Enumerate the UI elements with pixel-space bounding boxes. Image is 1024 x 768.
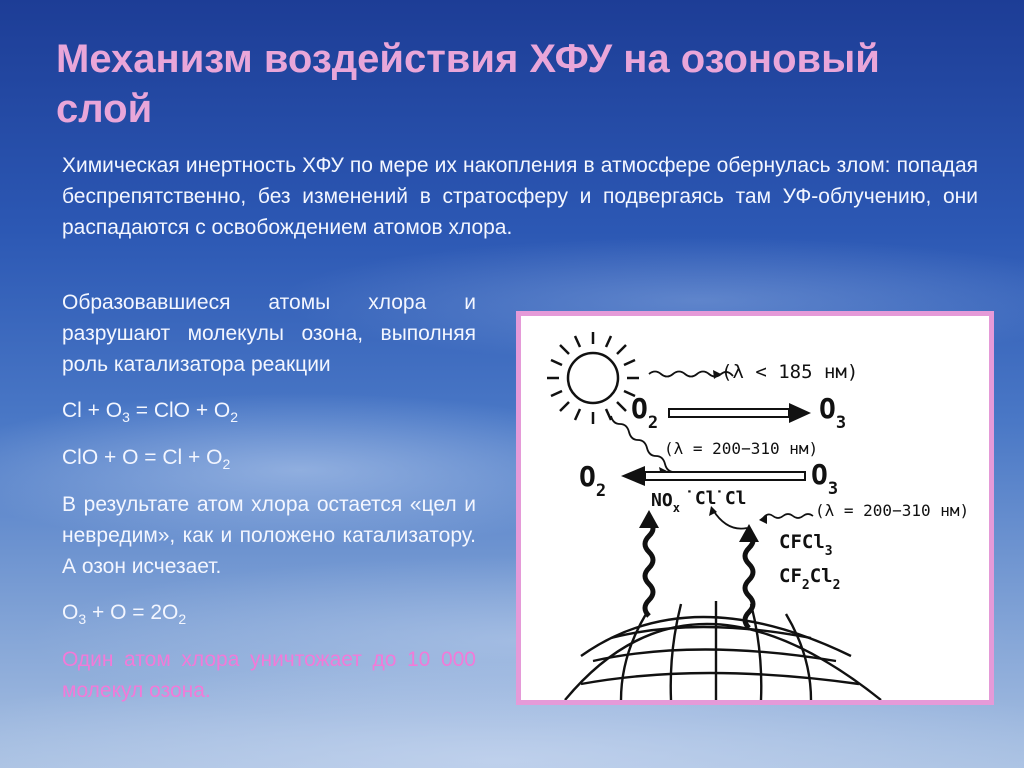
- catalyst-paragraph: Образовавшиеся атомы хлора и разрушают молекулы озона, выполняя роль катализатора реакции: [62, 291, 476, 376]
- arrow-o3-to-o2: [621, 466, 805, 486]
- reaction-2: ClO + $O = Cl + O_2$: [62, 446, 231, 473]
- ozone-diagram-figure: [516, 311, 994, 705]
- o3-top-label: $O_3$: [819, 392, 847, 433]
- earth-globe-icon: [565, 601, 881, 700]
- intro-paragraph: Химическая инертность ХФУ по мере их накопления в атмосфере обернулась злом: попадая беспрепятственно, без изменений в стратосферу и подвергаясь там УФ-облучению, они распадаются с освобождением атомов хлора.: [62, 154, 978, 239]
- chlorine-atom-label-2: ˙Cl: [714, 488, 747, 509]
- wavelength-low-label: (λ = 200−310 нм): [815, 501, 970, 520]
- chlorine-atom-label-1: ˙Cl: [684, 488, 717, 509]
- reaction-1: $Cl + O_3$ = ClO + $O_2$: [62, 399, 239, 426]
- wavelength-mid-label: (λ = 200−310 нм): [664, 439, 819, 458]
- left-column: [62, 287, 476, 721]
- ozone-diagram: [521, 316, 989, 700]
- result-paragraph: В результате атом хлора остается «цел и невредим», как и положено катализатору. А озон исчезает.: [62, 493, 476, 578]
- reaction-3: $O_3 + O = 2O_2$: [62, 601, 187, 628]
- o2-left-label: $O_2$: [579, 460, 607, 501]
- cfc-to-cl-arrow: [713, 510, 747, 529]
- arrow-o2-to-o3: [669, 403, 811, 423]
- cf2cl2-label: $CF_2Cl_2$: [779, 565, 841, 593]
- conclusion-text: Один атом хлора уничтожает до 10 000 молекул озона.: [62, 648, 476, 702]
- cfcl3-label: CFCl$_3$: [779, 531, 833, 559]
- rising-cfc-arrow-left: [639, 510, 659, 616]
- slide-title: Механизм воздействия ХФУ на озоновый слой: [56, 37, 880, 131]
- uv-ray-low: [763, 514, 813, 518]
- sun-icon: [547, 332, 639, 424]
- rising-cfc-arrow-right: [739, 524, 759, 628]
- o3-mid-label: $O_3$: [811, 458, 839, 499]
- o2-top-label: $O_2$: [631, 392, 659, 433]
- wavelength-top-label: (λ < 185 нм): [721, 361, 859, 383]
- nox-label: $NO_x$: [651, 490, 680, 515]
